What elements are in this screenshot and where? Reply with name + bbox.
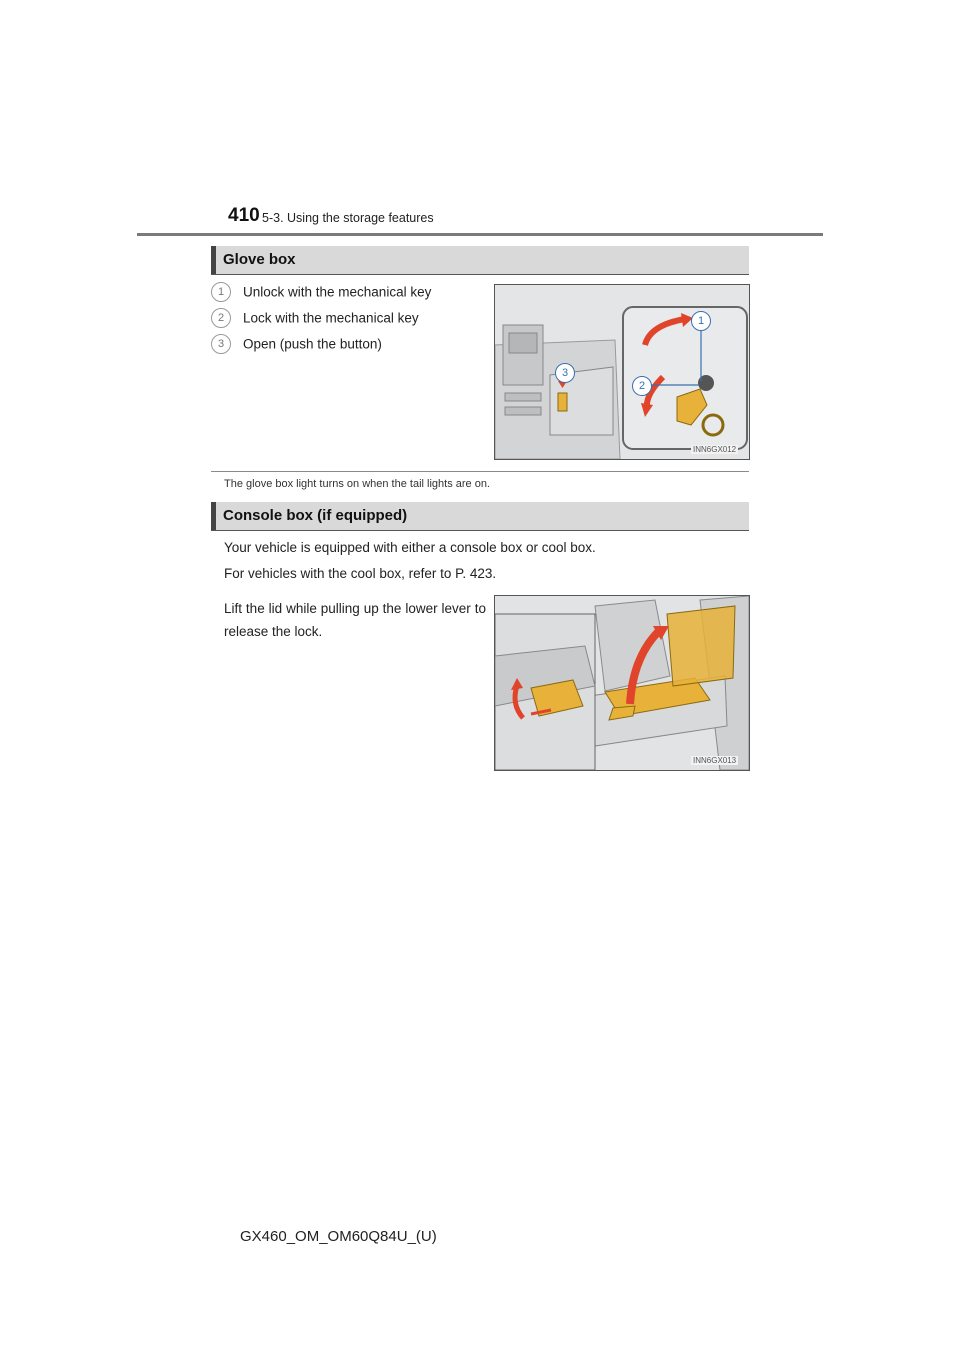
step-label-3: Open (push the button): [243, 336, 382, 352]
figure-code: INN6GX012: [693, 445, 737, 454]
callout-3: 3: [555, 363, 575, 383]
list-item: [211, 334, 382, 354]
list-item: [211, 282, 431, 302]
header-rule: [137, 233, 823, 236]
console-box-line-1: Your vehicle is equipped with either a console box or cool box.: [224, 540, 596, 555]
list-item: [211, 308, 419, 328]
console-box-instruction: Lift the lid while pulling up the lower lever to release the lock.: [224, 601, 486, 639]
glove-box-illustration: [494, 284, 750, 460]
glove-box-heading-text: Glove box: [223, 251, 296, 268]
console-box-heading: [211, 502, 749, 531]
step-label-1: Unlock with the mechanical key: [243, 284, 432, 300]
console-box-heading-text: Console box (if equipped): [223, 507, 408, 524]
callout-1: 1: [691, 311, 711, 331]
document-code: GX460_OM_OM60Q84U_(U): [240, 1228, 437, 1245]
console-box-illustration: [494, 595, 750, 771]
step-number-2: 2: [211, 308, 231, 328]
section-title: 5-3. Using the storage features: [262, 211, 434, 225]
step-number-1: 1: [211, 282, 231, 302]
callout-2: 2: [632, 376, 652, 396]
glove-box-note: The glove box light turns on when the tail lights are on.: [224, 478, 490, 490]
step-label-2: Lock with the mechanical key: [243, 310, 419, 326]
note-divider: [211, 471, 749, 472]
page-number: 410: [228, 205, 260, 226]
console-box-line-2: For vehicles with the cool box, refer to P. 423.: [224, 566, 497, 581]
figure-code: INN6GX013: [693, 756, 737, 765]
step-number-3: 3: [211, 334, 231, 354]
glove-box-heading: [211, 246, 749, 275]
